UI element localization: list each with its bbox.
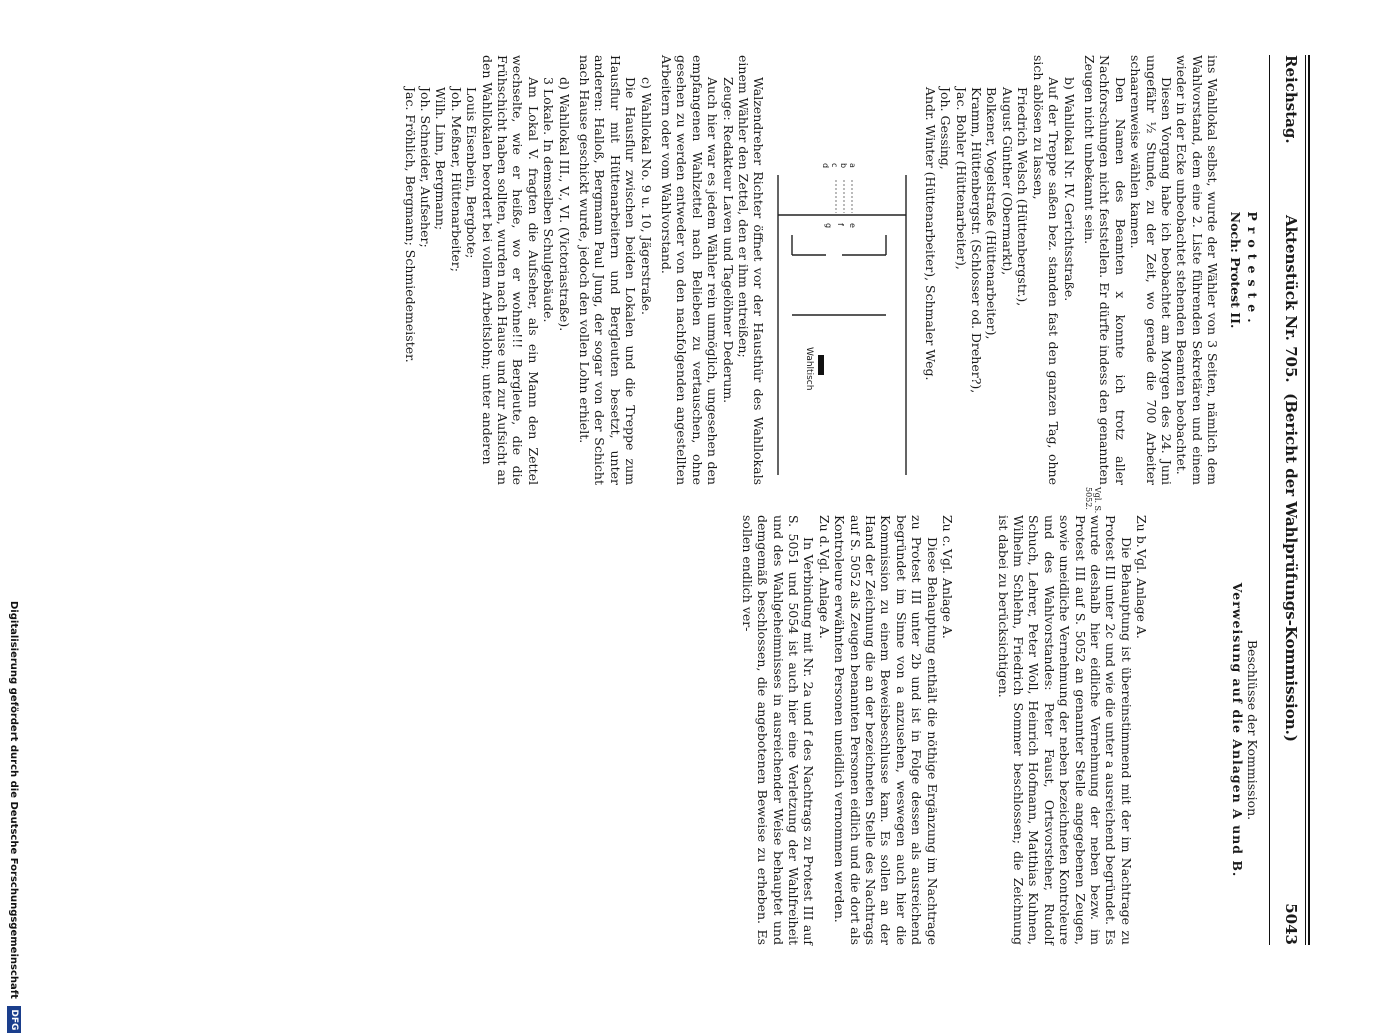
diagram-label-e: e [848, 223, 858, 228]
name-entry: August Günther (Obermarkt), [999, 87, 1015, 276]
paragraph-wahllokal: ins Wahllokal selbst, wurde der Wähler von 3 Seiten, nämlich dem Wahlvorstand, dem eine 2. Liste führenden Sekretären und einem wieder in der Ecke unbeobachtet stehenden Beamten beobachtet. [1174, 55, 1221, 485]
section-b-text: Auf der Treppe saßen bez. standen fast den ganzen Tag, ohne sich ablösen zu lassen, [1030, 55, 1062, 485]
document-page-wrapper [70, 55, 1310, 945]
footer-text: Digitalisierung gefördert durch die Deutsche Forschungsgemeinschaft [8, 601, 19, 999]
floor-plan-diagram [772, 55, 912, 485]
diagram-label-d: d [821, 163, 831, 169]
protest-subtitle: Noch: Protest II. [1227, 211, 1243, 329]
verweisung-subtitle: Verweisung auf die Anlagen A und B. [1229, 582, 1245, 878]
zu-c-heading [940, 515, 955, 945]
section-d-text-1: 3 Lokale. In demselben Schulgebäude. [541, 77, 557, 323]
header-report-title: (Bericht der Wahlprüfungs-Kommission.) [1282, 393, 1300, 742]
diagram-label-b: b [839, 163, 849, 169]
page-header [1272, 55, 1298, 945]
section-c-text: Die Hausflur zwischen beiden Lokalen und die Treppe zum Hausflur mit Hüttenarbeitern und Bergleuten besetzt, unter anderen: Halloß, Bergmann Paul Jung, der sogar von der Schicht nach Hause geschickt wurde, jedoch den vollen Lohn erhielt. [577, 55, 639, 485]
section-b-heading: b) Wahllokal Nr. IV. Gerichtsstraße. [1061, 77, 1077, 302]
diagram-label-f: f [836, 223, 846, 226]
top-rule-thin [1305, 55, 1306, 945]
zu-b-heading [1134, 515, 1149, 945]
name-list-d [402, 55, 479, 485]
name-entry: Kramm, Hüttenbergstr. (Schlosser od. Dreher?), [969, 87, 985, 394]
name-entry: Wilh. Linn, Bergmann; [433, 87, 449, 231]
paragraph-vorgang: Diesen Vorgang habe ich beobachtet am Morgen des 24. Juni ungefähr ½ Stunde, zu der Zeit, wo gerade die 700 Arbeiter schaarenweise wählen kamen. [1128, 55, 1174, 485]
name-entry: Jac. Bohler (Hüttenarbeiter), [953, 87, 969, 270]
diagram-label-a: a [848, 163, 858, 168]
name-entry: Andr. Winter (Hüttenarbeiter), Schmaler Weg. [922, 87, 938, 381]
zu-b-reference: Vgl. Anlage A. [1134, 549, 1150, 639]
beschluesse-title: Beschlüsse der Kommission. [1245, 639, 1260, 821]
zeuge-line: Zeuge: Redakteur Laven und Tagelöhner Dederum. [720, 77, 736, 404]
zu-d-label: Zu d. [816, 515, 832, 548]
zu-d-heading [816, 515, 831, 945]
top-rule [1308, 55, 1310, 945]
section-d-text-2: Am Lokal V. fragten die Aufseher, als ein Mann den Zettel wechselte, wie er heiße, wo er wohne!!! Bergleute, die die Frühschicht haben sollten, wurden nach Hause und zur Aufsicht an den Wahllokalen beordert bei vollem Arbeitslohn; unter anderen [479, 55, 541, 485]
zu-b-text: Die Behauptung ist übereinstimmend mit der im Nachtrage zu Protest III unter 2c und wie die unter a ausreichend begründet. Es wurde deshalb hier eidliche Vernehmung der neben bezw. im Protest III auf S. 5052 an genannter Stelle angegebenen Zeugen, sowie uneidliche Vernehmung der neben bezeichneten Kontroleure und des Wahlvorstandes: Peter Faust, Ortsvorsteher, Rudolf Schuch, Lehrer, Peter Woll, Heinrich Hofmann, Matthias Kuhnen, Wilhelm Schlehn, Friedrich Sommer beschlossen; die Zeichnung ist dabei zu berücksichtigen. [995, 515, 1134, 945]
floor-plan-svg [772, 55, 912, 485]
proteste-title: Proteste. [1245, 211, 1260, 329]
section-c-heading: c) Wahllokal No. 9 u. 10, Jägerstraße. [638, 77, 654, 316]
paragraph-walzendreher: Walzendreher Richter öffnet vor der Hausthür des Wahllokals einem Wähler den Zettel, den er ihm entreißen; [736, 55, 767, 485]
diagram-label-c: c [830, 163, 840, 168]
zu-b-label: Zu b. [1134, 515, 1150, 548]
diagram-label-g: g [824, 223, 834, 229]
name-entry: Jac. Fröhlich, Bergmann; Schmiedemeister. [402, 87, 418, 363]
zu-d-reference: Vgl. Anlage A. [816, 549, 832, 639]
wahltisch-shape [818, 355, 824, 375]
left-column [402, 55, 1260, 485]
paragraph-auch-hier: Auch hier war es jedem Wähler rein unmöglich, ungesehen den empfangenen Wahlzettel nach Belieben zu vertauschen, ohne gesehen zu werden entweder von den nachfolgenden angestellten Arbeitern oder vom Wahlvorstand. [659, 55, 721, 485]
dfg-logo: DFG [7, 1006, 21, 1033]
name-entry: Friedrich Welsch (Hüttenbergstr.), [1015, 87, 1031, 307]
paragraph-beamter: Den Namen des Beamten x konnte ich trotz aller Nachforschungen nicht feststellen. Er dürfte indess den genannten Zeugen nicht unbekannt sein. [1081, 55, 1128, 485]
name-entry: Bolkener, Vogelstraße (Hüttenarbeiter), [984, 87, 1000, 340]
name-entry: Joh. Meßner, Hüttenarbeiter; [448, 87, 464, 272]
page-number: 5043 [1282, 903, 1300, 945]
name-entry: Joh. Schneider, Aufseher; [417, 87, 433, 248]
name-entry: Joh. Gessing, [938, 87, 954, 170]
name-list-b [922, 55, 1030, 485]
zu-c-label: Zu c. [940, 515, 956, 547]
right-column [739, 515, 1260, 945]
document-page [70, 55, 1310, 945]
digitization-footer [0, 600, 24, 1031]
header-aktenstueck [1283, 215, 1298, 742]
side-note-reference: Vgl. S. 5052. [1084, 487, 1102, 514]
section-d-heading: d) Wahllokal III., V., VI. (Victoriastraße). [556, 77, 572, 332]
zu-c-reference: Vgl. Anlage A. [940, 549, 956, 639]
name-entry: Louis Eisenbein, Bergbote; [464, 87, 480, 259]
header-reichstag: Reichstag. [1282, 55, 1300, 144]
diagram-label-wahltisch: Wahltisch [804, 347, 815, 391]
header-aktenstueck-number: Aktenstück Nr. 705. [1282, 215, 1300, 383]
zu-c-text: Diese Behauptung enthält die nöthige Ergänzung im Nachtrage zu Protest III unter 2b und ist in Folge dessen als ausreichend begründet im Sinne von a anzusehen, weswegen auch hier die Kommission zu einem Beweisbeschlusse kam. Es sollen an der Hand der Zeichnung die an der bezeichneten Stelle des Nachtrags auf S. 5052 als Zeugen benannten Personen eidlich und die dort als Kontroleure erwähnten Personen uneidlich vernommen werden. [832, 515, 940, 945]
zu-d-text: In Verbindung mit Nr. 2a und f des Nachtrags zu Protest III auf S. 5051 und 5054 ist auch hier eine Verletzung der Wahlfreiheit und des Wahlgeheimnisses in ausreichender Weise behauptet und demgemäß beschlossen, die angebotenen Beweise zu erheben. Es sollen endlich ver- [739, 515, 817, 945]
header-rule [1269, 55, 1270, 945]
